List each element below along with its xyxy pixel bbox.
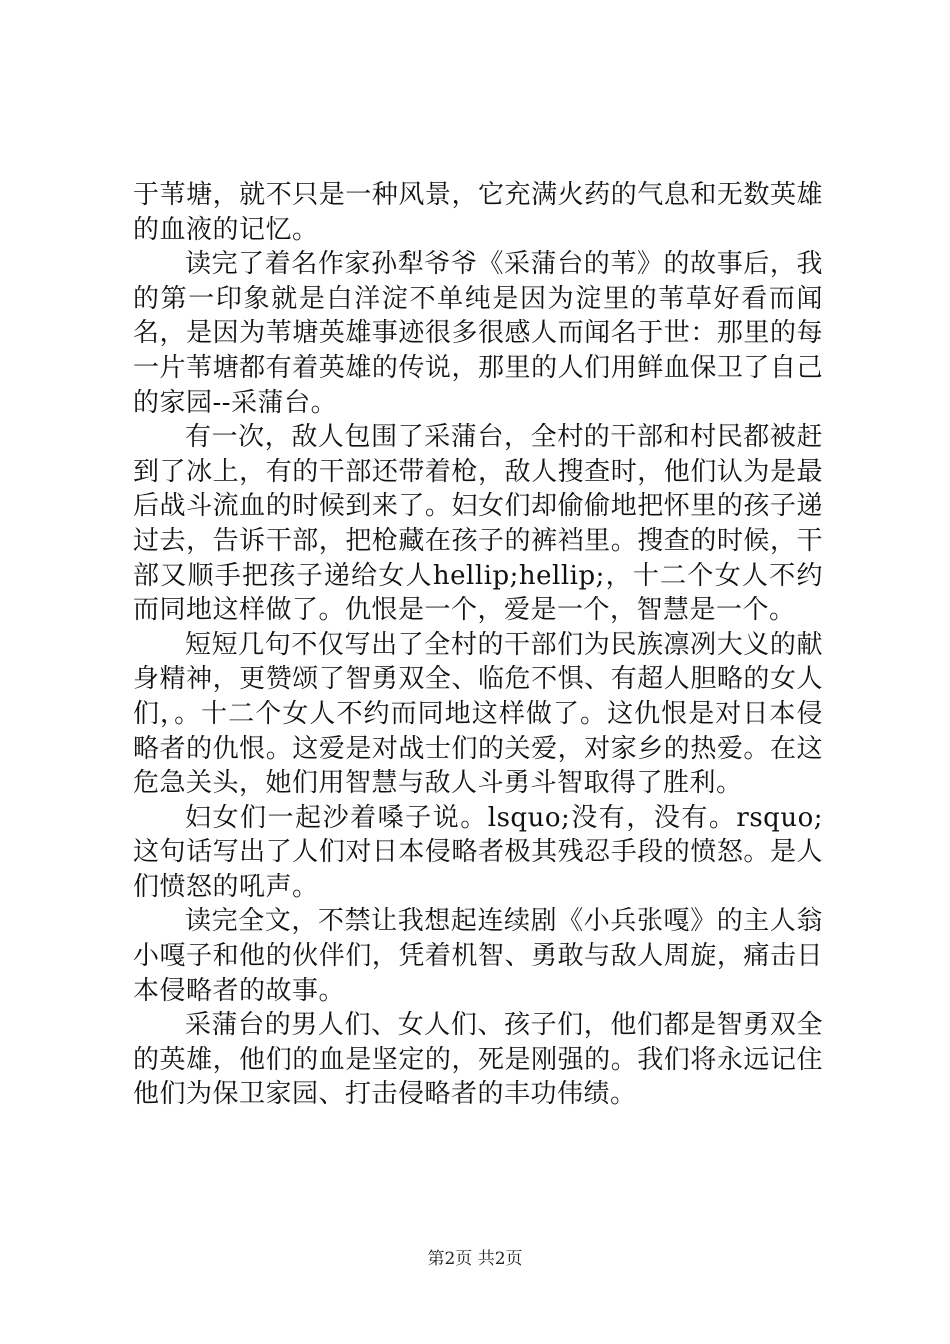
paragraph-analysis: 短短几句不仅写出了全村的干部们为民族凛冽大义的献身精神，更赞颂了智勇双全、临危不惧、有超人胆略的女人们，。十二个女人不约而同地这样做了。这仇恨是对日本侵略者的仇恨。这爱是对战士们的关爱，对家乡的热爱。在这危急关头，她们用智慧与敌人斗勇斗智取得了胜利。	[133, 629, 823, 799]
paragraph-continuation: 于苇塘，就不只是一种风景，它充满火药的气息和无数英雄的血液的记忆。	[133, 180, 823, 245]
paragraph-story: 有一次，敌人包围了采蒲台，全村的干部和村民都被赶到了冰上，有的干部还带着枪，敌人搜查时，他们认为是最后战斗流血的时候到来了。妇女们却偷偷地把怀里的孩子递过去，告诉干部，把枪藏在孩子的裤裆里。搜查的时候，干部又顺手把孩子递给女人hellip;hellip;，十二个女人不约而同地这样做了。仇恨是一个，爱是一个，智慧是一个。	[133, 422, 823, 626]
paragraph-reflection: 读完全文，不禁让我想起连续剧《小兵张嘎》的主人翁小嘎子和他的伙伴们，凭着机智、勇敢与敌人周旋，痛击日本侵略者的故事。	[133, 906, 823, 1006]
document-body	[133, 178, 823, 1112]
paragraph-first-impression: 读完了着名作家孙犁爷爷《采蒲台的苇》的故事后，我的第一印象就是白洋淀不单纯是因为淀里的苇草好看而闻名，是因为苇塘英雄事迹很多很感人而闻名于世：那里的每一片苇塘都有着英雄的传说，那里的人们用鲜血保卫了自己的家园--采蒲台。	[133, 249, 823, 418]
page-number-footer: 第2页 共2页	[427, 1249, 523, 1269]
paragraph-quote: 妇女们一起沙着嗓子说。lsquo;没有，没有。rsquo;这句话写出了人们对日本侵略者极其残忍手段的愤怒。是人们愤怒的吼声。	[133, 802, 823, 902]
paragraph-conclusion: 采蒲台的男人们、女人们、孩子们，他们都是智勇双全的英雄，他们的血是坚定的，死是刚强的。我们将永远记住他们为保卫家园、打击侵略者的丰功伟绩。	[133, 1010, 823, 1110]
